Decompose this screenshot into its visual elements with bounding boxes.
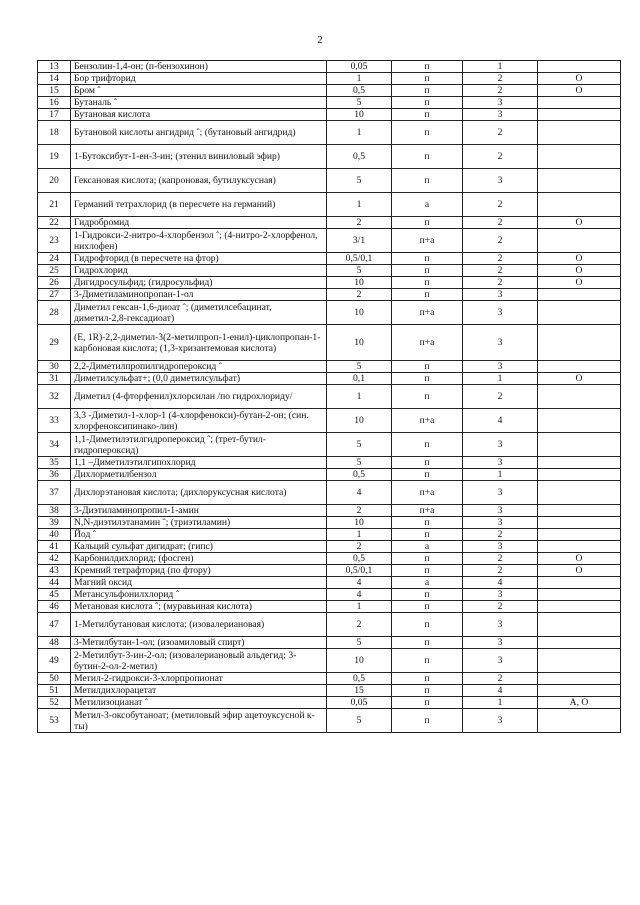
aggregate-state: п	[392, 469, 463, 481]
hazard-class: 3	[463, 457, 538, 469]
aggregate-state: п+а	[392, 229, 463, 253]
aggregate-state: п	[392, 565, 463, 577]
substance-name: 3-Диэтиламинопропил-1-амин	[71, 505, 327, 517]
limit-value: 0,5	[327, 673, 392, 685]
substance-name: Гексановая кислота; (капроновая, бутилуксусная)	[71, 169, 327, 193]
substance-name: 1-Гидрокси-2-нитро-4-хлорбензол ˆ; (4-нитро-2-хлорфенол, нихлофен)	[71, 229, 327, 253]
effect-notes	[538, 469, 621, 481]
row-number: 26	[38, 277, 71, 289]
substance-name: Бутановой кислоты ангидрид ˆ; (бутановый ангидрид)	[71, 121, 327, 145]
row-number: 21	[38, 193, 71, 217]
aggregate-state: п	[392, 385, 463, 409]
hazard-class: 3	[463, 433, 538, 457]
substances-table	[37, 60, 621, 733]
effect-notes	[538, 193, 621, 217]
substance-name: Гидрофторид (в пересчете на фтор)	[71, 253, 327, 265]
row-number: 35	[38, 457, 71, 469]
aggregate-state: п	[392, 85, 463, 97]
table-row	[38, 685, 621, 697]
hazard-class: 3	[463, 637, 538, 649]
table-row	[38, 97, 621, 109]
aggregate-state: п	[392, 169, 463, 193]
effect-notes: А, О	[538, 697, 621, 709]
table-row	[38, 457, 621, 469]
table-row	[38, 529, 621, 541]
row-number: 45	[38, 589, 71, 601]
aggregate-state: а	[392, 541, 463, 553]
limit-value: 5	[327, 637, 392, 649]
substance-name: Магний оксид	[71, 577, 327, 589]
hazard-class: 2	[463, 73, 538, 85]
aggregate-state: п	[392, 589, 463, 601]
row-number: 24	[38, 253, 71, 265]
aggregate-state: п	[392, 637, 463, 649]
table-row	[38, 265, 621, 277]
substance-name: 3-Диметиламинопропан-1-ол	[71, 289, 327, 301]
aggregate-state: п	[392, 121, 463, 145]
aggregate-state: п	[392, 61, 463, 73]
table-row	[38, 289, 621, 301]
aggregate-state: п	[392, 361, 463, 373]
row-number: 43	[38, 565, 71, 577]
aggregate-state: п	[392, 265, 463, 277]
row-number: 38	[38, 505, 71, 517]
substance-name: Бутаналь ˆ	[71, 97, 327, 109]
row-number: 47	[38, 613, 71, 637]
effect-notes	[538, 601, 621, 613]
effect-notes	[538, 709, 621, 733]
table-row	[38, 61, 621, 73]
limit-value: 0,1	[327, 373, 392, 385]
limit-value: 5	[327, 709, 392, 733]
limit-value: 10	[327, 109, 392, 121]
limit-value: 1	[327, 601, 392, 613]
substance-name: (Е, 1R)-2,2-диметил-3(2-метилпроп-1-енил)-циклопропан-1-карбоновая кислота; (1,3-хризантемовая кислота)	[71, 325, 327, 361]
aggregate-state: п	[392, 709, 463, 733]
hazard-class: 2	[463, 277, 538, 289]
aggregate-state: п	[392, 373, 463, 385]
substance-name: 1,1 –Диметилэтилгипохлорид	[71, 457, 327, 469]
aggregate-state: п	[392, 685, 463, 697]
limit-value: 0,5	[327, 85, 392, 97]
hazard-class: 1	[463, 469, 538, 481]
table-row	[38, 85, 621, 97]
row-number: 31	[38, 373, 71, 385]
hazard-class: 2	[463, 553, 538, 565]
limit-value: 3/1	[327, 229, 392, 253]
effect-notes	[538, 505, 621, 517]
aggregate-state: п+а	[392, 325, 463, 361]
table-row	[38, 229, 621, 253]
effect-notes: О	[538, 73, 621, 85]
substance-name: Йод ˆ	[71, 529, 327, 541]
row-number: 22	[38, 217, 71, 229]
limit-value: 5	[327, 97, 392, 109]
aggregate-state: а	[392, 577, 463, 589]
effect-notes	[538, 541, 621, 553]
row-number: 42	[38, 553, 71, 565]
aggregate-state: п	[392, 145, 463, 169]
effect-notes	[538, 613, 621, 637]
effect-notes	[538, 97, 621, 109]
aggregate-state: п	[392, 289, 463, 301]
hazard-class: 4	[463, 685, 538, 697]
row-number: 49	[38, 649, 71, 673]
row-number: 51	[38, 685, 71, 697]
table-row	[38, 433, 621, 457]
table-row	[38, 121, 621, 145]
table-row	[38, 589, 621, 601]
hazard-class: 2	[463, 193, 538, 217]
limit-value: 10	[327, 301, 392, 325]
row-number: 53	[38, 709, 71, 733]
row-number: 13	[38, 61, 71, 73]
hazard-class: 1	[463, 61, 538, 73]
limit-value: 0,05	[327, 697, 392, 709]
effect-notes	[538, 109, 621, 121]
aggregate-state: п	[392, 601, 463, 613]
hazard-class: 2	[463, 565, 538, 577]
hazard-class: 3	[463, 325, 538, 361]
row-number: 50	[38, 673, 71, 685]
table-row	[38, 469, 621, 481]
effect-notes	[538, 229, 621, 253]
row-number: 19	[38, 145, 71, 169]
table-row	[38, 601, 621, 613]
effect-notes: О	[538, 565, 621, 577]
substance-name: Диметил (4-фторфенил)хлорсилан /по гидрохлориду/	[71, 385, 327, 409]
hazard-class: 3	[463, 709, 538, 733]
substance-name: Метил-2-гидрокси-3-хлорпропионат	[71, 673, 327, 685]
substance-name: N,N-диэтилэтанамин ˆ; (триэтиламин)	[71, 517, 327, 529]
aggregate-state: п	[392, 529, 463, 541]
effect-notes: О	[538, 265, 621, 277]
substance-name: Дигидросульфид; (гидросульфид)	[71, 277, 327, 289]
hazard-class: 3	[463, 589, 538, 601]
hazard-class: 3	[463, 97, 538, 109]
effect-notes	[538, 457, 621, 469]
aggregate-state: п+а	[392, 505, 463, 517]
hazard-class: 1	[463, 697, 538, 709]
effect-notes	[538, 121, 621, 145]
hazard-class: 3	[463, 649, 538, 673]
aggregate-state: а	[392, 193, 463, 217]
limit-value: 0,5/0,1	[327, 253, 392, 265]
table-row	[38, 109, 621, 121]
row-number: 41	[38, 541, 71, 553]
row-number: 16	[38, 97, 71, 109]
row-number: 32	[38, 385, 71, 409]
effect-notes	[538, 145, 621, 169]
table-row	[38, 613, 621, 637]
hazard-class: 2	[463, 601, 538, 613]
limit-value: 5	[327, 169, 392, 193]
limit-value: 0,5	[327, 553, 392, 565]
effect-notes	[538, 301, 621, 325]
row-number: 39	[38, 517, 71, 529]
aggregate-state: п	[392, 433, 463, 457]
substance-name: Бром ˆ	[71, 85, 327, 97]
table-row	[38, 517, 621, 529]
limit-value: 2	[327, 505, 392, 517]
hazard-class: 3	[463, 505, 538, 517]
table-row	[38, 505, 621, 517]
table-row	[38, 565, 621, 577]
limit-value: 10	[327, 649, 392, 673]
hazard-class: 2	[463, 85, 538, 97]
hazard-class: 2	[463, 121, 538, 145]
hazard-class: 2	[463, 673, 538, 685]
row-number: 40	[38, 529, 71, 541]
hazard-class: 1	[463, 373, 538, 385]
table-row	[38, 217, 621, 229]
substance-name: Диметилсульфат+; (0,0 диметилсульфат)	[71, 373, 327, 385]
hazard-class: 3	[463, 109, 538, 121]
table-row	[38, 145, 621, 169]
limit-value: 0,5/0,1	[327, 565, 392, 577]
table-row	[38, 553, 621, 565]
substance-name: Бензолин-1,4-он; (п-бензохинон)	[71, 61, 327, 73]
substance-name: Дихлорэтановая кислота; (дихлоруксусная кислота)	[71, 481, 327, 505]
limit-value: 10	[327, 517, 392, 529]
hazard-class: 4	[463, 577, 538, 589]
table-row	[38, 193, 621, 217]
table-row	[38, 361, 621, 373]
effect-notes	[538, 289, 621, 301]
hazard-class: 2	[463, 229, 538, 253]
hazard-class: 2	[463, 253, 538, 265]
hazard-class: 2	[463, 265, 538, 277]
substance-name: 1-Метилбутановая кислота; (изовалериановая)	[71, 613, 327, 637]
table-row	[38, 709, 621, 733]
aggregate-state: п+а	[392, 301, 463, 325]
substance-name: Метановая кислота ˆ; (муравьиная кислота)	[71, 601, 327, 613]
effect-notes	[538, 637, 621, 649]
limit-value: 4	[327, 481, 392, 505]
table-row	[38, 697, 621, 709]
aggregate-state: п	[392, 277, 463, 289]
table-row	[38, 169, 621, 193]
page-number: 2	[317, 34, 323, 46]
hazard-class: 3	[463, 517, 538, 529]
hazard-class: 3	[463, 289, 538, 301]
limit-value: 5	[327, 361, 392, 373]
limit-value: 5	[327, 457, 392, 469]
effect-notes: О	[538, 373, 621, 385]
aggregate-state: п	[392, 673, 463, 685]
substance-name: 1-Бутоксибут-1-ен-3-ин; (этенил виниловый эфир)	[71, 145, 327, 169]
table-body	[38, 61, 621, 733]
table-row	[38, 409, 621, 433]
hazard-class: 3	[463, 613, 538, 637]
limit-value: 10	[327, 325, 392, 361]
hazard-class: 2	[463, 529, 538, 541]
hazard-class: 3	[463, 361, 538, 373]
row-number: 34	[38, 433, 71, 457]
effect-notes	[538, 649, 621, 673]
row-number: 15	[38, 85, 71, 97]
effect-notes	[538, 589, 621, 601]
aggregate-state: п+а	[392, 409, 463, 433]
row-number: 37	[38, 481, 71, 505]
aggregate-state: п	[392, 109, 463, 121]
hazard-class: 2	[463, 217, 538, 229]
effect-notes	[538, 481, 621, 505]
aggregate-state: п	[392, 613, 463, 637]
limit-value: 0,05	[327, 61, 392, 73]
table-row	[38, 325, 621, 361]
effect-notes	[538, 61, 621, 73]
row-number: 25	[38, 265, 71, 277]
substance-name: Гидрохлорид	[71, 265, 327, 277]
limit-value: 4	[327, 577, 392, 589]
limit-value: 10	[327, 277, 392, 289]
limit-value: 1	[327, 529, 392, 541]
row-number: 27	[38, 289, 71, 301]
substance-name: Метансульфонилхлорид ˆ	[71, 589, 327, 601]
table-row	[38, 649, 621, 673]
aggregate-state: п	[392, 649, 463, 673]
limit-value: 2	[327, 289, 392, 301]
limit-value: 2	[327, 217, 392, 229]
table-row	[38, 301, 621, 325]
row-number: 36	[38, 469, 71, 481]
substance-name: Бор трифторид	[71, 73, 327, 85]
table-row	[38, 481, 621, 505]
effect-notes: О	[538, 553, 621, 565]
effect-notes	[538, 385, 621, 409]
row-number: 46	[38, 601, 71, 613]
limit-value: 2	[327, 613, 392, 637]
substance-name: Дихлорметилбензол	[71, 469, 327, 481]
limit-value: 0,5	[327, 469, 392, 481]
limit-value: 5	[327, 265, 392, 277]
row-number: 30	[38, 361, 71, 373]
substance-name: Кремний тетрафторид (по фтору)	[71, 565, 327, 577]
row-number: 33	[38, 409, 71, 433]
row-number: 44	[38, 577, 71, 589]
hazard-class: 3	[463, 481, 538, 505]
substance-name: 3-Метилбутан-1-ол; (изоамиловый спирт)	[71, 637, 327, 649]
row-number: 20	[38, 169, 71, 193]
substance-name: 3,3 -Диметил-1-хлор-1 (4-хлорфенокси)-бутан-2-он; (син. хлорфеноксипинако-лин)	[71, 409, 327, 433]
substance-name: Метил-3-оксобутаноат; (метиловый эфир ацетоуксусной к-ты)	[71, 709, 327, 733]
aggregate-state: п	[392, 553, 463, 565]
substance-name: Германий тетрахлорид (в пересчете на германий)	[71, 193, 327, 217]
table-row	[38, 253, 621, 265]
limit-value: 0,5	[327, 145, 392, 169]
row-number: 52	[38, 697, 71, 709]
aggregate-state: п+а	[392, 481, 463, 505]
substance-name: Кальций сульфат дигидрат; (гипс)	[71, 541, 327, 553]
substance-name: Диметил гексан-1,6-диоат ˆ; (диметилсебацинат, диметил-2,8-гексадиоат)	[71, 301, 327, 325]
table-row	[38, 373, 621, 385]
substance-name: 2-Метилбут-3-ин-2-ол; (изовалериановый альдегид; 3-бутин-2-ол-2-метил)	[71, 649, 327, 673]
effect-notes	[538, 169, 621, 193]
aggregate-state: п	[392, 253, 463, 265]
limit-value: 2	[327, 541, 392, 553]
substance-name: 1,1-Диметилэтилгидропероксид ˆ; (трет-бутил-гидропероксид)	[71, 433, 327, 457]
limit-value: 4	[327, 589, 392, 601]
effect-notes	[538, 517, 621, 529]
effect-notes	[538, 409, 621, 433]
row-number: 29	[38, 325, 71, 361]
limit-value: 1	[327, 385, 392, 409]
effect-notes: О	[538, 217, 621, 229]
effect-notes: О	[538, 277, 621, 289]
limit-value: 15	[327, 685, 392, 697]
effect-notes	[538, 529, 621, 541]
table-row	[38, 577, 621, 589]
limit-value: 1	[327, 193, 392, 217]
substance-name: 2,2-Диметилпропилгидропероксид ˆ	[71, 361, 327, 373]
aggregate-state: п	[392, 217, 463, 229]
row-number: 17	[38, 109, 71, 121]
effect-notes: О	[538, 253, 621, 265]
hazard-class: 2	[463, 145, 538, 169]
aggregate-state: п	[392, 457, 463, 469]
row-number: 48	[38, 637, 71, 649]
substance-name: Гидробромид	[71, 217, 327, 229]
table-row	[38, 637, 621, 649]
hazard-class: 4	[463, 409, 538, 433]
effect-notes	[538, 685, 621, 697]
limit-value: 1	[327, 121, 392, 145]
substance-name: Бутановая кислота	[71, 109, 327, 121]
aggregate-state: п	[392, 697, 463, 709]
row-number: 23	[38, 229, 71, 253]
hazard-class: 2	[463, 385, 538, 409]
effect-notes	[538, 361, 621, 373]
effect-notes	[538, 673, 621, 685]
effect-notes	[538, 577, 621, 589]
row-number: 28	[38, 301, 71, 325]
hazard-class: 3	[463, 301, 538, 325]
hazard-class: 3	[463, 169, 538, 193]
hazard-class: 3	[463, 541, 538, 553]
limit-value: 10	[327, 409, 392, 433]
table-row	[38, 673, 621, 685]
row-number: 18	[38, 121, 71, 145]
effect-notes	[538, 325, 621, 361]
table-row	[38, 277, 621, 289]
aggregate-state: п	[392, 517, 463, 529]
table-row	[38, 541, 621, 553]
effect-notes	[538, 433, 621, 457]
effect-notes: О	[538, 85, 621, 97]
substance-name: Метилдихлорацетат	[71, 685, 327, 697]
table-row	[38, 73, 621, 85]
aggregate-state: п	[392, 73, 463, 85]
aggregate-state: п	[392, 97, 463, 109]
substance-name: Метилизоцианат ˆ	[71, 697, 327, 709]
table-row	[38, 385, 621, 409]
limit-value: 5	[327, 433, 392, 457]
limit-value: 1	[327, 73, 392, 85]
row-number: 14	[38, 73, 71, 85]
substance-name: Карбонилдихлорид; (фосген)	[71, 553, 327, 565]
